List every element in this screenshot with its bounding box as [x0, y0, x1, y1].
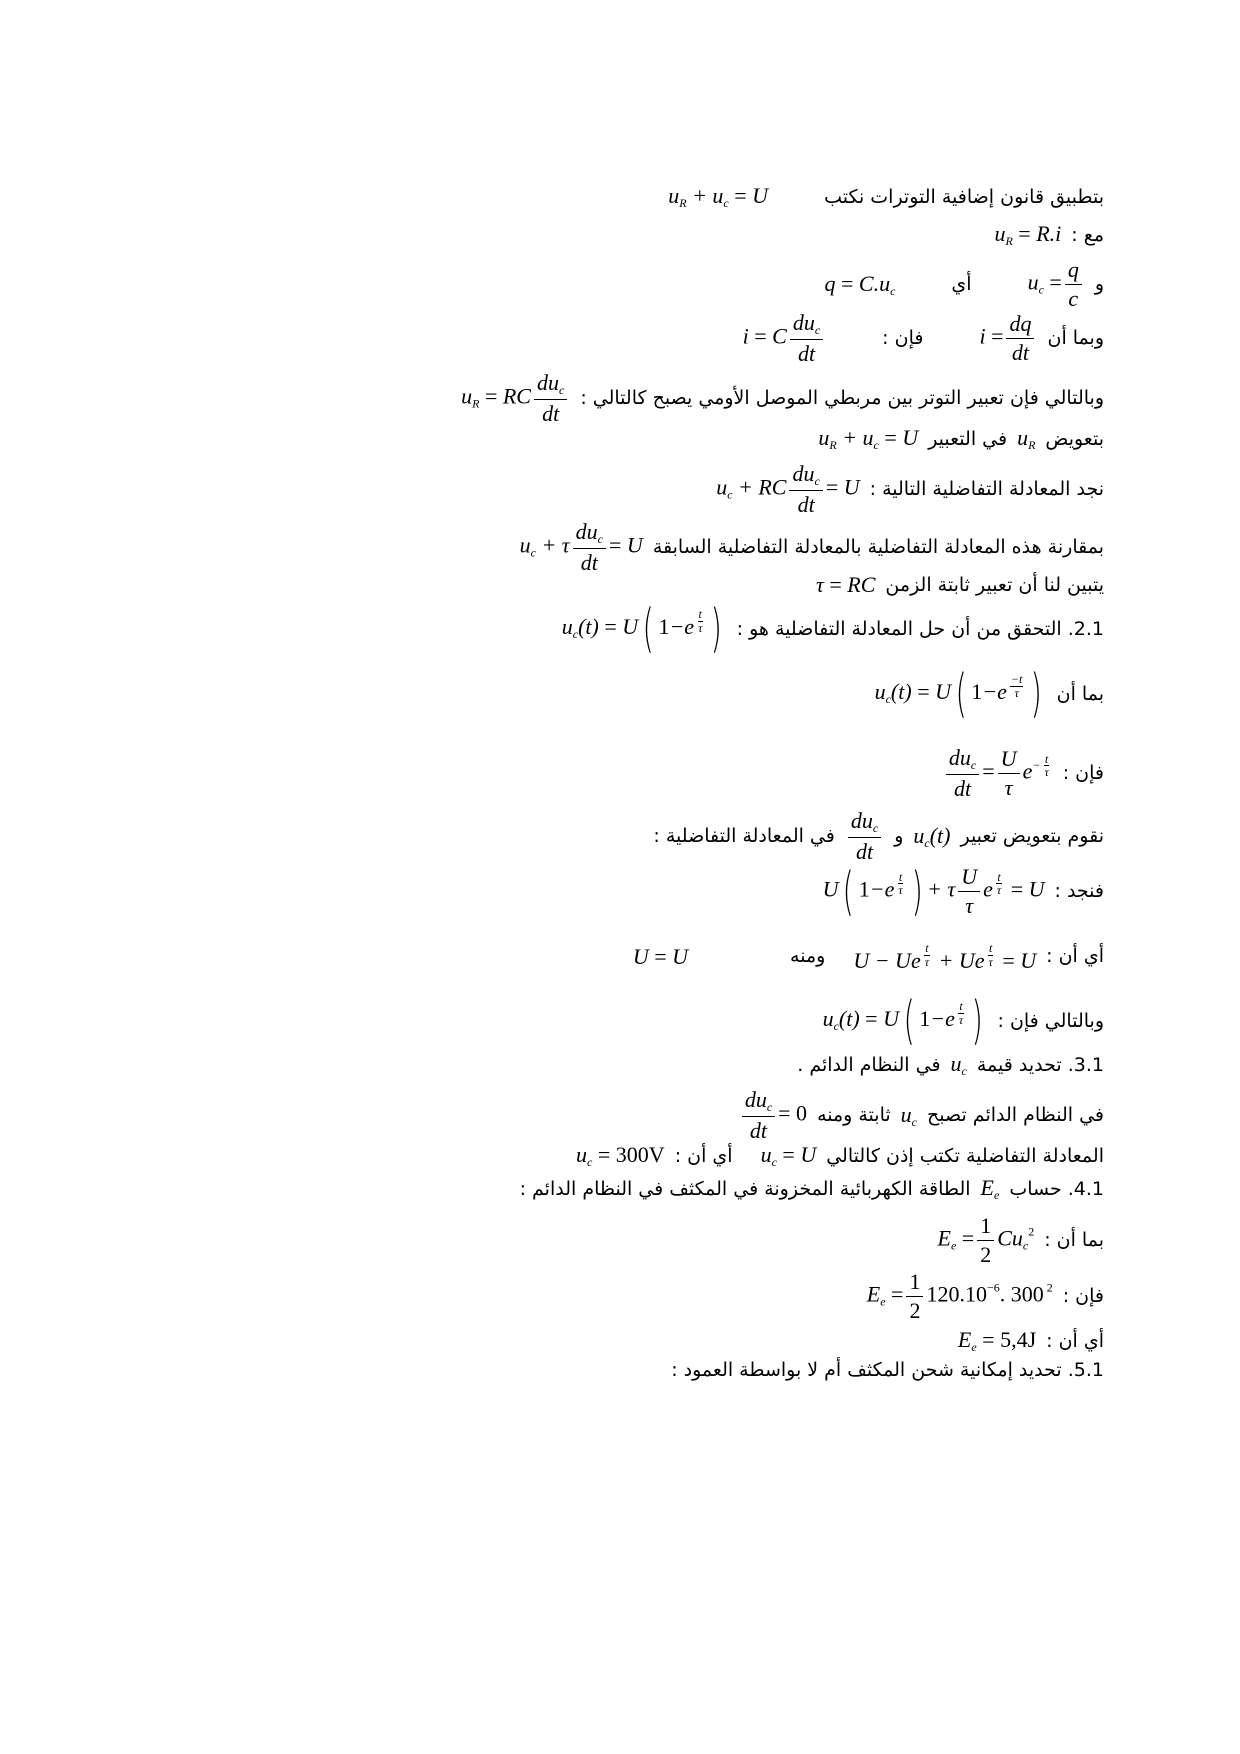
math-equation: $u_R$ [1017, 425, 1036, 452]
text-line [124, 311, 1104, 366]
line-text: بتطبيق قانون إضافية التوترات نكتب [824, 185, 1104, 208]
text-line [124, 185, 1104, 209]
line-text-mid: في التعبير [928, 427, 1008, 450]
line-text-end: الطاقة الكهربائية المخزونة في المكثف في النظام الدائم : [519, 1177, 971, 1200]
math-equation: $\frac{du_c}{dt}$ [845, 809, 884, 864]
text-line [124, 1361, 1104, 1380]
line-text-end: في المعادلة التفاضلية : [653, 825, 835, 848]
line-text: فنجد : [1054, 880, 1104, 903]
line-text: وبالتالي فإن : [997, 1009, 1104, 1032]
line-text: 2.1. التحقق من أن حل المعادلة التفاضلية هو : [736, 617, 1104, 640]
line-text-mid: فإن : [882, 327, 924, 350]
math-equation: $u_c$ = $\frac{q}{c}$ [1028, 258, 1085, 311]
text-line [124, 258, 1104, 311]
line-text: وبالتالي فإن تعبير التوتر بين مربطي الموصل الأومي يصبح كالتالي : [580, 387, 1104, 410]
math-equation: $u_R = R.i$ [994, 221, 1062, 248]
math-equation: $u_R + u_c = U$ [818, 425, 919, 452]
line-text-mid: ثابتة ومنه [817, 1104, 891, 1127]
line-text: 5.1. تحديد إمكانية شحن المكثف أم لا بواسطة العمود : [671, 1359, 1104, 1381]
math-equation: $E_e$ = $\frac{1}{2}$ $Cu_c^2$ [937, 1213, 1035, 1268]
math-equation: $u_c(t)$ [913, 822, 951, 850]
text-line [124, 371, 1104, 426]
voltage-number: 300 [1010, 1281, 1044, 1307]
text-line [124, 1144, 1104, 1168]
line-text: المعادلة التفاضلية تكتب إذن كالتالي [826, 1144, 1104, 1167]
line-text-mid: أي أن : [674, 1144, 733, 1167]
line-text-mid: ومنه [790, 945, 826, 968]
line-text: وبما أن [1047, 327, 1104, 350]
line-text-mid: و [894, 825, 904, 848]
text-line [124, 599, 1104, 659]
text-line [124, 1177, 1104, 1201]
voltage-value: 300V [615, 1142, 665, 1167]
text-line [124, 746, 1104, 801]
math-equation: i = C $\frac{du_c}{dt}$ [743, 311, 827, 366]
math-equation: $E_e$ [980, 1175, 1000, 1202]
line-text-end: في النظام الدائم . [797, 1053, 941, 1076]
text-line [124, 1088, 1104, 1143]
line-text: بمقارنة هذه المعادلة التفاضلية بالمعادلة التفاضلية السابقة [652, 536, 1104, 559]
line-text: بما أن : [1044, 1229, 1104, 1252]
text-line [124, 942, 1104, 972]
line-text: نقوم بتعويض تعبير [960, 825, 1104, 848]
math-equation: $q = C.u_c$ [824, 270, 896, 298]
energy-value: 5,4J [1000, 1327, 1037, 1352]
line-text: 3.1. تحديد قيمة [976, 1053, 1104, 1076]
line-text-mid: أي [951, 273, 972, 296]
line-text: في النظام الدائم تصبح [927, 1104, 1104, 1127]
math-equation: $\frac{du_c}{dt}$ = 0 [739, 1088, 807, 1143]
math-equation: $u_c$ [950, 1051, 967, 1078]
math-equation: $E_e$ = $\frac{1}{2}$ $120.10^{-6}$. 300 $^2$ [866, 1269, 1053, 1324]
line-text: نجد المعادلة التفاضلية التالية : [869, 478, 1104, 501]
math-equation: i = $\frac{dq}{dt}$ [979, 312, 1037, 365]
text-line [124, 809, 1104, 864]
text-line [124, 1270, 1104, 1323]
line-text: بتعويض [1045, 427, 1104, 450]
math-equation: $u_c = U$ [760, 1142, 817, 1169]
math-equation: U( 1−e $^{\frac{t}{\tau}}$ ) + τ $\frac{U}{\tau}$ e $^{\frac{t}{\tau}}$ = U [822, 861, 1045, 922]
math-equation: $u_c$ + RC $\frac{du_c}{dt}$ = U [716, 461, 860, 518]
line-text: يتبين لنا أن تعبير ثابتة الزمن [885, 573, 1104, 596]
math-equation: $\frac{du_c}{dt}$ = $\frac{U}{\tau}$ $e^{- \frac{t}{\tau}}$ [943, 746, 1053, 801]
text-line [124, 1053, 1104, 1077]
text-line [124, 664, 1104, 724]
math-equation: τ = RC [816, 572, 876, 597]
math-equation: $u_c(t) = U$( 1−e $^{\frac{-t}{\tau}}$ ) [874, 664, 1043, 724]
line-text: بما أن [1056, 682, 1104, 705]
math-equation: $u_R$ = RC $\frac{du_c}{dt}$ [461, 371, 570, 426]
math-equation: U − Ue $^{\frac{t}{\tau}}$ + Ue $^{\frac{t}{\tau}}$ = U [853, 941, 1037, 973]
math-equation: U = U [632, 943, 689, 969]
text-line [124, 427, 1104, 451]
text-line [124, 462, 1104, 517]
line-text: أي أن : [1046, 1329, 1104, 1352]
text-line [124, 574, 1104, 596]
text-line [124, 861, 1104, 922]
text-line [124, 1329, 1104, 1353]
math-equation: $u_c$ [900, 1101, 917, 1129]
text-line [124, 223, 1104, 247]
line-text: أي أن : [1046, 945, 1104, 968]
text-line [124, 1214, 1104, 1267]
math-equation: $u_c = 300V$ [576, 1142, 665, 1169]
math-equation: $u_c(t) = U$( 1−e $^{\frac{t}{\tau}}$ ) [561, 599, 723, 659]
capacitance-value: 120.10 [926, 1281, 987, 1307]
math-equation: $u_c + \tau$ $\frac{du_c}{dt}$ = U [519, 519, 643, 576]
math-equation: $E_e = 5,4J$ [957, 1327, 1037, 1354]
math-equation: $u_R + u_c = U$ [668, 183, 769, 210]
text-line [124, 520, 1104, 575]
line-text: فإن : [1062, 762, 1104, 785]
line-text: مع : [1071, 223, 1104, 246]
line-text: و [1094, 273, 1104, 296]
line-text: فإن : [1062, 1285, 1104, 1308]
line-text: 4.1. حساب [1009, 1177, 1104, 1200]
text-line [124, 991, 1104, 1051]
math-equation: $u_c(t) = U$( 1−e $^{\frac{t}{\tau}}$ ) [822, 991, 983, 1051]
capacitance-exponent: −6 [986, 1280, 1000, 1295]
